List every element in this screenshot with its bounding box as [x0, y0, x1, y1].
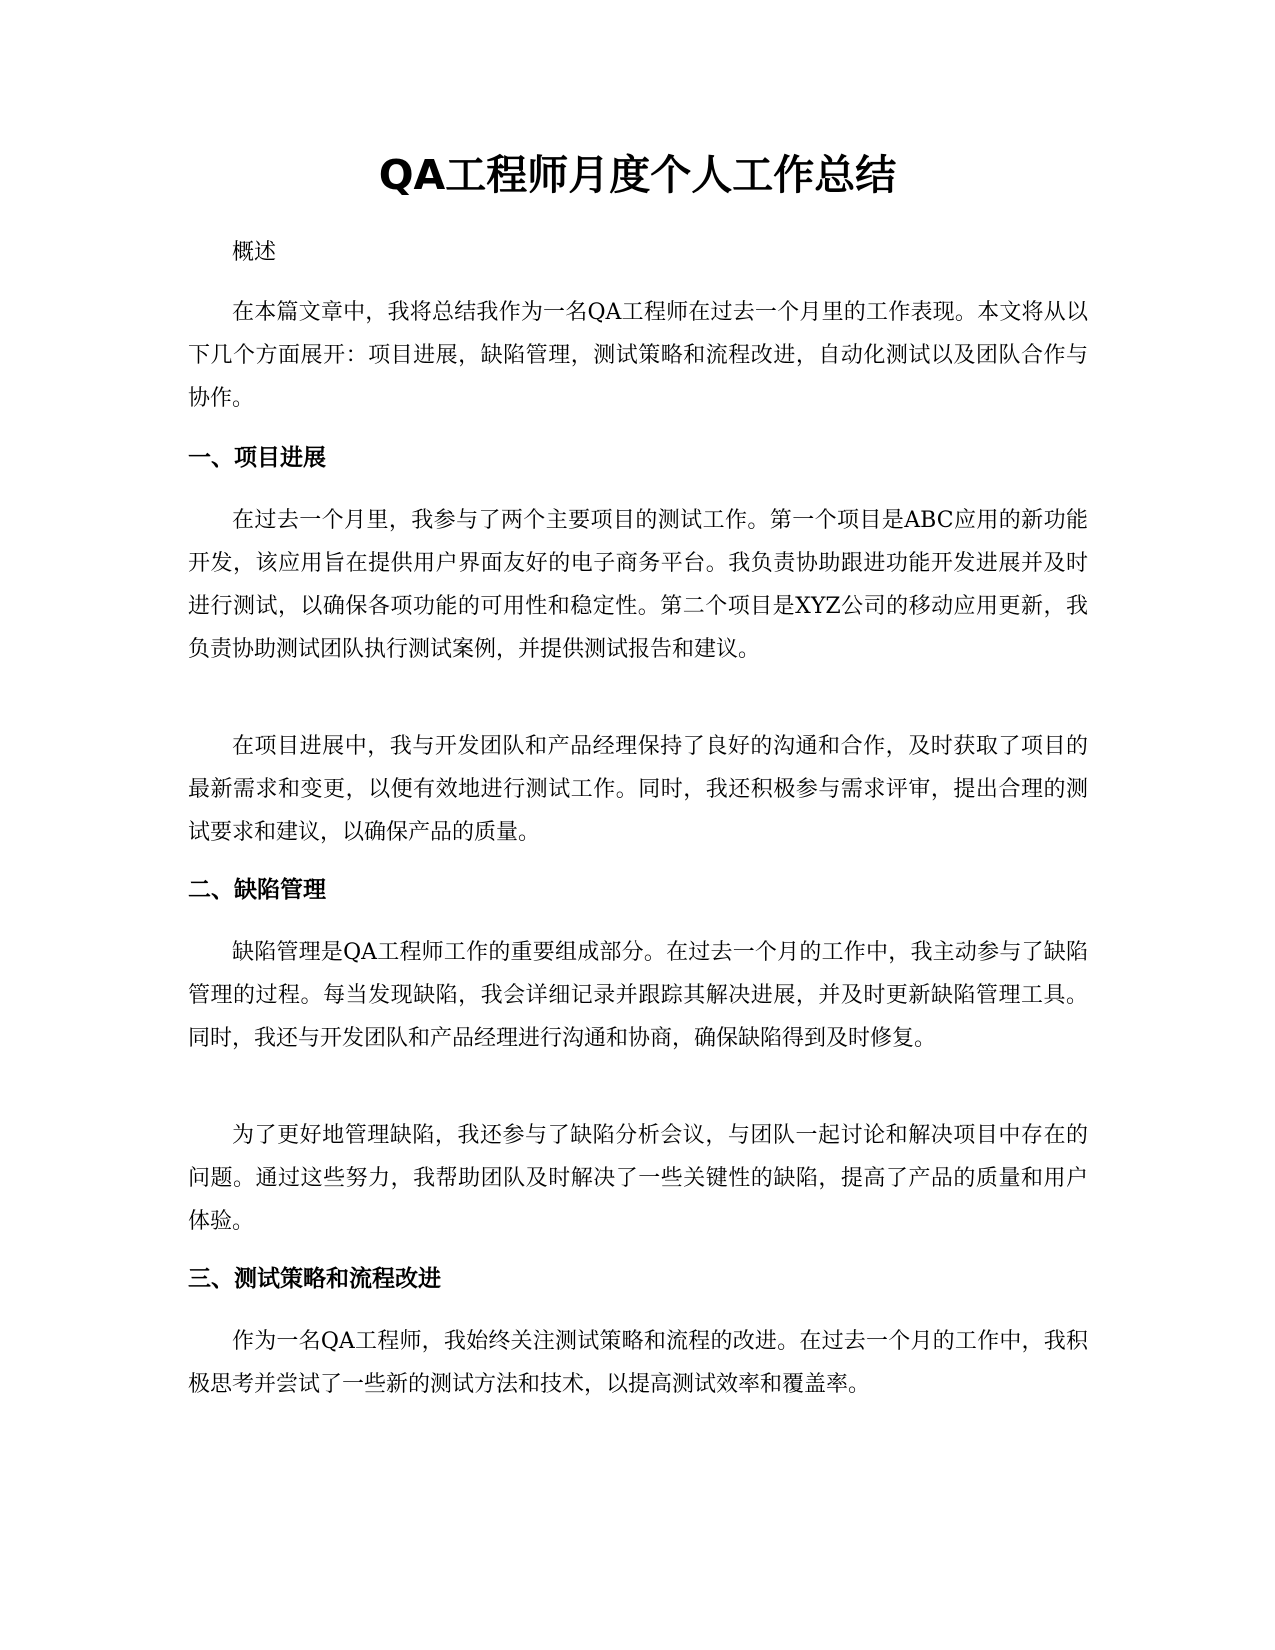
section-heading-project-progress: 一、项目进展: [188, 445, 326, 471]
defect-management-paragraph-1: 缺陷管理是QA工程师工作的重要组成部分。在过去一个月的工作中，我主动参与了缺陷管理的过程。每当发现缺陷，我会详细记录并跟踪其解决进展，并及时更新缺陷管理工具。同时，我还与开发团队和产品经理进行沟通和协商，确保缺陷得到及时修复。: [188, 940, 1088, 1051]
section-heading-defect-management: 二、缺陷管理: [188, 877, 326, 903]
project-progress-paragraph-2: 在项目进展中，我与开发团队和产品经理保持了良好的沟通和合作，及时获取了项目的最新需求和变更，以便有效地进行测试工作。同时，我还积极参与需求评审，提出合理的测试要求和建议，以确保产品的质量。: [188, 734, 1088, 845]
overview-label: 概述: [232, 240, 277, 265]
project-progress-paragraph-1: 在过去一个月里，我参与了两个主要项目的测试工作。第一个项目是ABC应用的新功能开发，该应用旨在提供用户界面友好的电子商务平台。我负责协助跟进功能开发进展并及时进行测试，以确保各项功能的可用性和稳定性。第二个项目是XYZ公司的移动应用更新，我负责协助测试团队执行测试案例，并提供测试报告和建议。: [188, 508, 1088, 662]
section-heading-test-strategy: 三、测试策略和流程改进: [188, 1266, 441, 1292]
intro-paragraph: 在本篇文章中，我将总结我作为一名QA工程师在过去一个月里的工作表现。本文将从以下几个方面展开：项目进展，缺陷管理，测试策略和流程改进，自动化测试以及团队合作与协作。: [188, 300, 1088, 411]
test-strategy-paragraph-1: 作为一名QA工程师，我始终关注测试策略和流程的改进。在过去一个月的工作中，我积极思考并尝试了一些新的测试方法和技术，以提高测试效率和覆盖率。: [188, 1329, 1088, 1397]
defect-management-paragraph-2: 为了更好地管理缺陷，我还参与了缺陷分析会议，与团队一起讨论和解决项目中存在的问题。通过这些努力，我帮助团队及时解决了一些关键性的缺陷，提高了产品的质量和用户体验。: [188, 1123, 1088, 1234]
document-title: QA工程师月度个人工作总结: [378, 151, 897, 199]
